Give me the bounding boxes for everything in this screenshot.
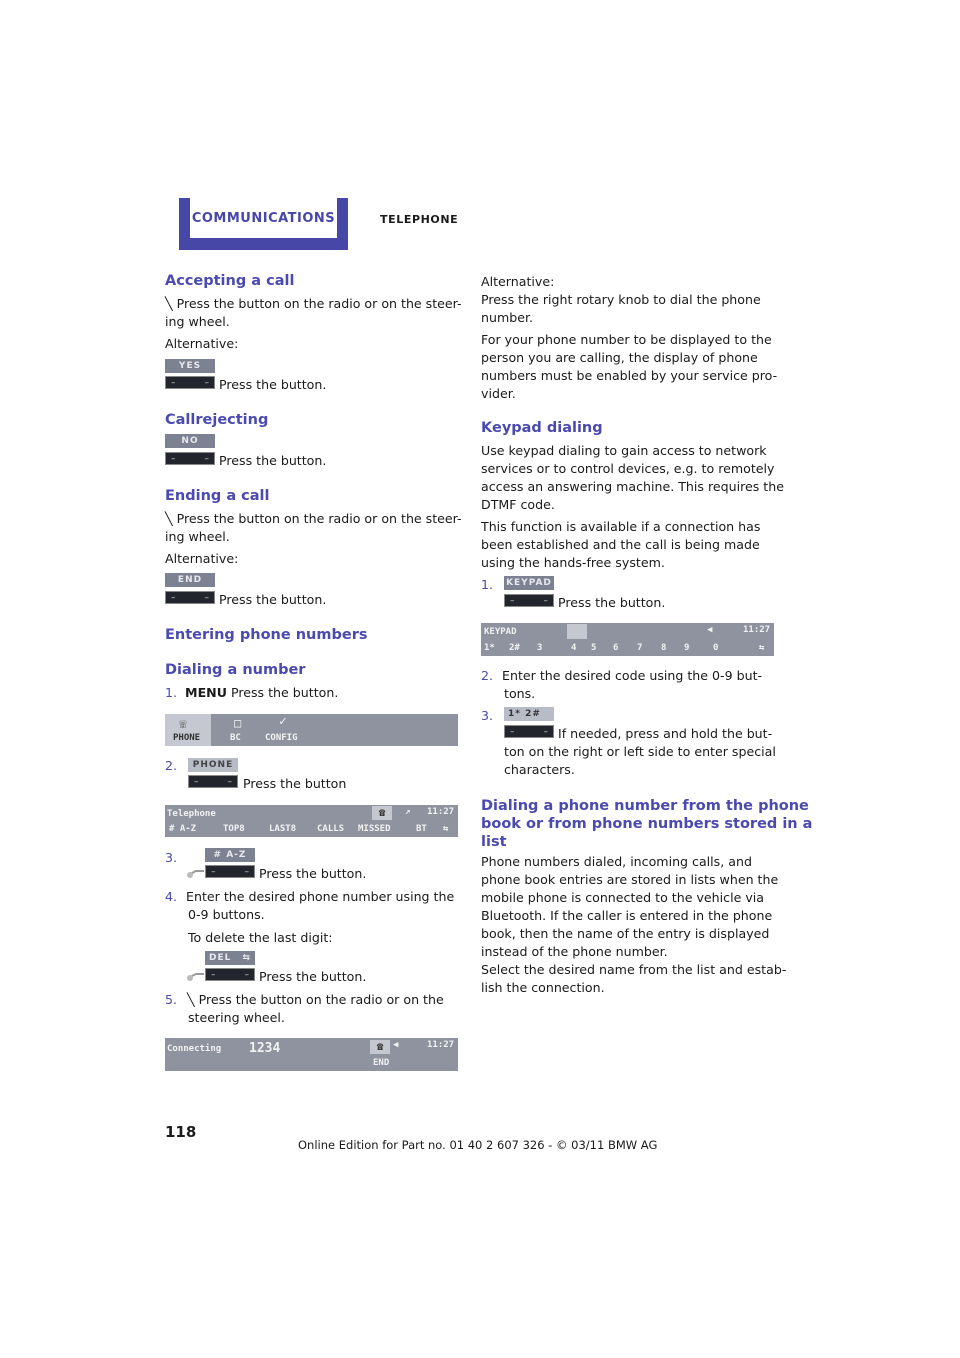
key-1[interactable]: 1* — [484, 643, 495, 653]
step-2-text: Press the button — [243, 776, 347, 791]
swap-arrows-icon: ⇆ — [242, 953, 251, 963]
phonebook-text-2: phone book entries are stored in lists when the — [481, 872, 779, 887]
keypad-intro-3: access an answering machine. This requires the — [481, 479, 784, 494]
menu-item-bc[interactable]: BC — [230, 733, 241, 743]
phone-button[interactable]: – – — [188, 775, 238, 788]
special-chars-button[interactable]: – – — [504, 725, 554, 738]
edition-footer: Online Edition for Part no. 01 40 2 607 326 - © 03/11 BMW AG — [298, 1138, 658, 1152]
keypad-step-2: 2. Enter the desired code using the 0-9 but- — [481, 668, 763, 683]
phonebook-text-1: Phone numbers dialed, incoming calls, and — [481, 854, 752, 869]
check-icon: ✓ — [279, 714, 287, 729]
telephone-display — [165, 805, 458, 837]
keypad-avail-1: This function is available if a connection has — [481, 519, 761, 534]
display-text-2: person you are calling, the display of phone — [481, 350, 758, 365]
keypad-step-1-text: Press the button. — [558, 595, 666, 610]
ending-alt: Alternative: — [165, 551, 239, 566]
key-7[interactable]: 7 — [637, 643, 643, 653]
keypad-step-3-text-2: ton on the right or left side to enter special — [504, 744, 776, 759]
step-4-delete: To delete the last digit: — [188, 930, 333, 945]
connecting-time: 11:27 — [427, 1040, 455, 1050]
page-number: 118 — [165, 1123, 197, 1141]
keypad-lcd-title: KEYPAD — [484, 627, 517, 637]
keypad-label: KEYPAD — [504, 576, 554, 590]
computer-icon: □ — [234, 716, 242, 730]
display-text-4: vider. — [481, 386, 516, 401]
phone-icon: ☏ — [179, 717, 187, 732]
keypad-intro-4: DTMF code. — [481, 497, 555, 512]
step-5: 5. ╲ Press the button on the radio or on the — [165, 992, 444, 1007]
keypad-step-3-text-3: characters. — [504, 762, 575, 777]
menu-key: MENU — [185, 685, 227, 700]
phonebook-text-7: Select the desired name from the list and estab- — [481, 962, 787, 977]
phonebook-text-6: instead of the phone number. — [481, 944, 668, 959]
step-3-text: Press the button. — [259, 866, 367, 881]
yes-button[interactable]: – – — [165, 376, 215, 389]
heading-rejecting: Callrejecting — [165, 412, 269, 428]
yes-label: YES — [165, 359, 215, 373]
telephone-title: Telephone — [167, 809, 216, 819]
step-4: 4. Enter the desired phone number using the — [165, 889, 455, 904]
keypad-intro-2: services or to control devices, e.g. to remotely — [481, 461, 775, 476]
special-chars-label: 1* 2# — [504, 707, 554, 721]
key-4[interactable]: 4 — [571, 643, 577, 653]
right-alt-text-2: number. — [481, 310, 533, 325]
phone-handset-icon: ╲ — [165, 296, 173, 311]
right-alt-text: Press the right rotary knob to dial the phone — [481, 292, 761, 307]
step-4-text-2: 0-9 buttons. — [188, 907, 265, 922]
display-text-3: numbers must be enabled by your service pro- — [481, 368, 778, 383]
keypad-avail-3: using the hands-free system. — [481, 555, 665, 570]
phonebook-text-8: lish the connection. — [481, 980, 605, 995]
connecting-display — [165, 1038, 458, 1071]
handset-icon: ☎ — [370, 1040, 390, 1054]
az-button[interactable]: – – — [205, 865, 255, 878]
key-8[interactable]: 8 — [661, 643, 667, 653]
end-button[interactable]: – – — [165, 591, 215, 604]
step-1: 1. MENU Press the button. — [165, 685, 339, 700]
tel-item-top8[interactable]: TOP8 — [223, 824, 245, 834]
accepting-alt: Alternative: — [165, 336, 239, 351]
menu-item-config[interactable]: CONFIG — [265, 733, 298, 743]
section-tab-label: COMMUNICATIONS — [190, 198, 337, 238]
step-3-num: 3. — [165, 850, 178, 865]
keypad-step-3-text: If needed, press and hold the but- — [558, 726, 773, 741]
step-4-press: Press the button. — [259, 969, 367, 984]
tel-item-calls[interactable]: CALLS — [317, 824, 345, 834]
swap-arrows-icon: ⇆ — [443, 824, 449, 834]
rejecting-press: Press the button. — [219, 453, 327, 468]
menu-display — [165, 714, 458, 746]
no-label: NO — [165, 434, 215, 448]
del-label: DEL ⇆ — [205, 951, 255, 965]
heading-keypad: Keypad dialing — [481, 420, 603, 436]
no-button[interactable]: – – — [165, 452, 215, 465]
keypad-display — [481, 623, 774, 656]
connecting-text: Connecting — [167, 1044, 222, 1054]
tel-item-az[interactable]: # A-Z — [169, 824, 197, 834]
connecting-end[interactable]: END — [373, 1058, 390, 1068]
phone-handset-icon: ╲ — [165, 511, 173, 526]
tel-item-last8[interactable]: LAST8 — [269, 824, 297, 834]
keypad-lcd-time: 11:27 — [743, 625, 771, 635]
display-text-1: For your phone number to be displayed to the — [481, 332, 772, 347]
step-5-text-2: steering wheel. — [188, 1010, 285, 1025]
connecting-number: 1234 — [249, 1041, 281, 1056]
tel-item-missed[interactable]: MISSED — [358, 824, 391, 834]
pointing-hand-icon — [186, 866, 206, 878]
heading-dialing: Dialing a number — [165, 662, 306, 678]
tel-item-bt[interactable]: BT — [416, 824, 427, 834]
ending-text: ╲ Press the button on the radio or on the steer- — [165, 511, 462, 526]
step-2-num: 2. — [165, 758, 178, 773]
phonebook-text-4: Bluetooth. If the caller is entered in the phone — [481, 908, 773, 923]
key-9[interactable]: 9 — [684, 643, 690, 653]
heading-entering: Entering phone numbers — [165, 627, 368, 643]
key-2[interactable]: 2# — [509, 643, 520, 653]
menu-item-phone[interactable]: PHONE — [173, 733, 201, 743]
az-label: # A-Z — [205, 848, 255, 862]
end-label: END — [165, 573, 215, 587]
keypad-step-2-text-2: tons. — [504, 686, 536, 701]
right-alt: Alternative: — [481, 274, 555, 289]
keypad-grid-icon — [567, 624, 587, 639]
phone-handset-icon: ╲ — [187, 992, 195, 1007]
heading-phonebook: Dialing a phone number from the phone book or from phone numbers stored in a list — [481, 798, 813, 850]
swap-arrows-icon: ⇆ — [759, 643, 765, 653]
key-0[interactable]: 0 — [713, 643, 719, 653]
volume-icon: ◀ — [393, 1040, 399, 1050]
heading-ending: Ending a call — [165, 488, 270, 504]
volume-icon: ◀ — [707, 625, 713, 635]
keypad-button[interactable]: – – — [504, 594, 554, 607]
phone-label: PHONE — [188, 758, 238, 772]
accepting-press: Press the button. — [219, 377, 327, 392]
heading-accepting: Accepting a call — [165, 273, 295, 289]
accepting-text: ╲ Press the button on the radio or on the steer- — [165, 296, 462, 311]
keypad-intro-1: Use keypad dialing to gain access to network — [481, 443, 767, 458]
keypad-step-1-num: 1. — [481, 577, 494, 592]
key-6[interactable]: 6 — [613, 643, 619, 653]
del-button[interactable]: – – — [205, 968, 255, 981]
telephone-time: 11:27 — [427, 807, 455, 817]
keypad-avail-2: been established and the call is being made — [481, 537, 760, 552]
signal-icon: ↗ — [405, 807, 411, 817]
phonebook-text-5: book, then the name of the entry is displayed — [481, 926, 770, 941]
key-5[interactable]: 5 — [591, 643, 597, 653]
accepting-text-2: ing wheel. — [165, 314, 230, 329]
pointing-hand-icon — [186, 969, 206, 981]
ending-text-2: ing wheel. — [165, 529, 230, 544]
key-3[interactable]: 3 — [537, 643, 543, 653]
chapter-title: TELEPHONE — [380, 213, 459, 226]
phonebook-text-3: mobile phone is connected to the vehicle via — [481, 890, 764, 905]
ending-press: Press the button. — [219, 592, 327, 607]
keypad-step-3-num: 3. — [481, 708, 494, 723]
handset-icon: ☎ — [372, 806, 392, 820]
